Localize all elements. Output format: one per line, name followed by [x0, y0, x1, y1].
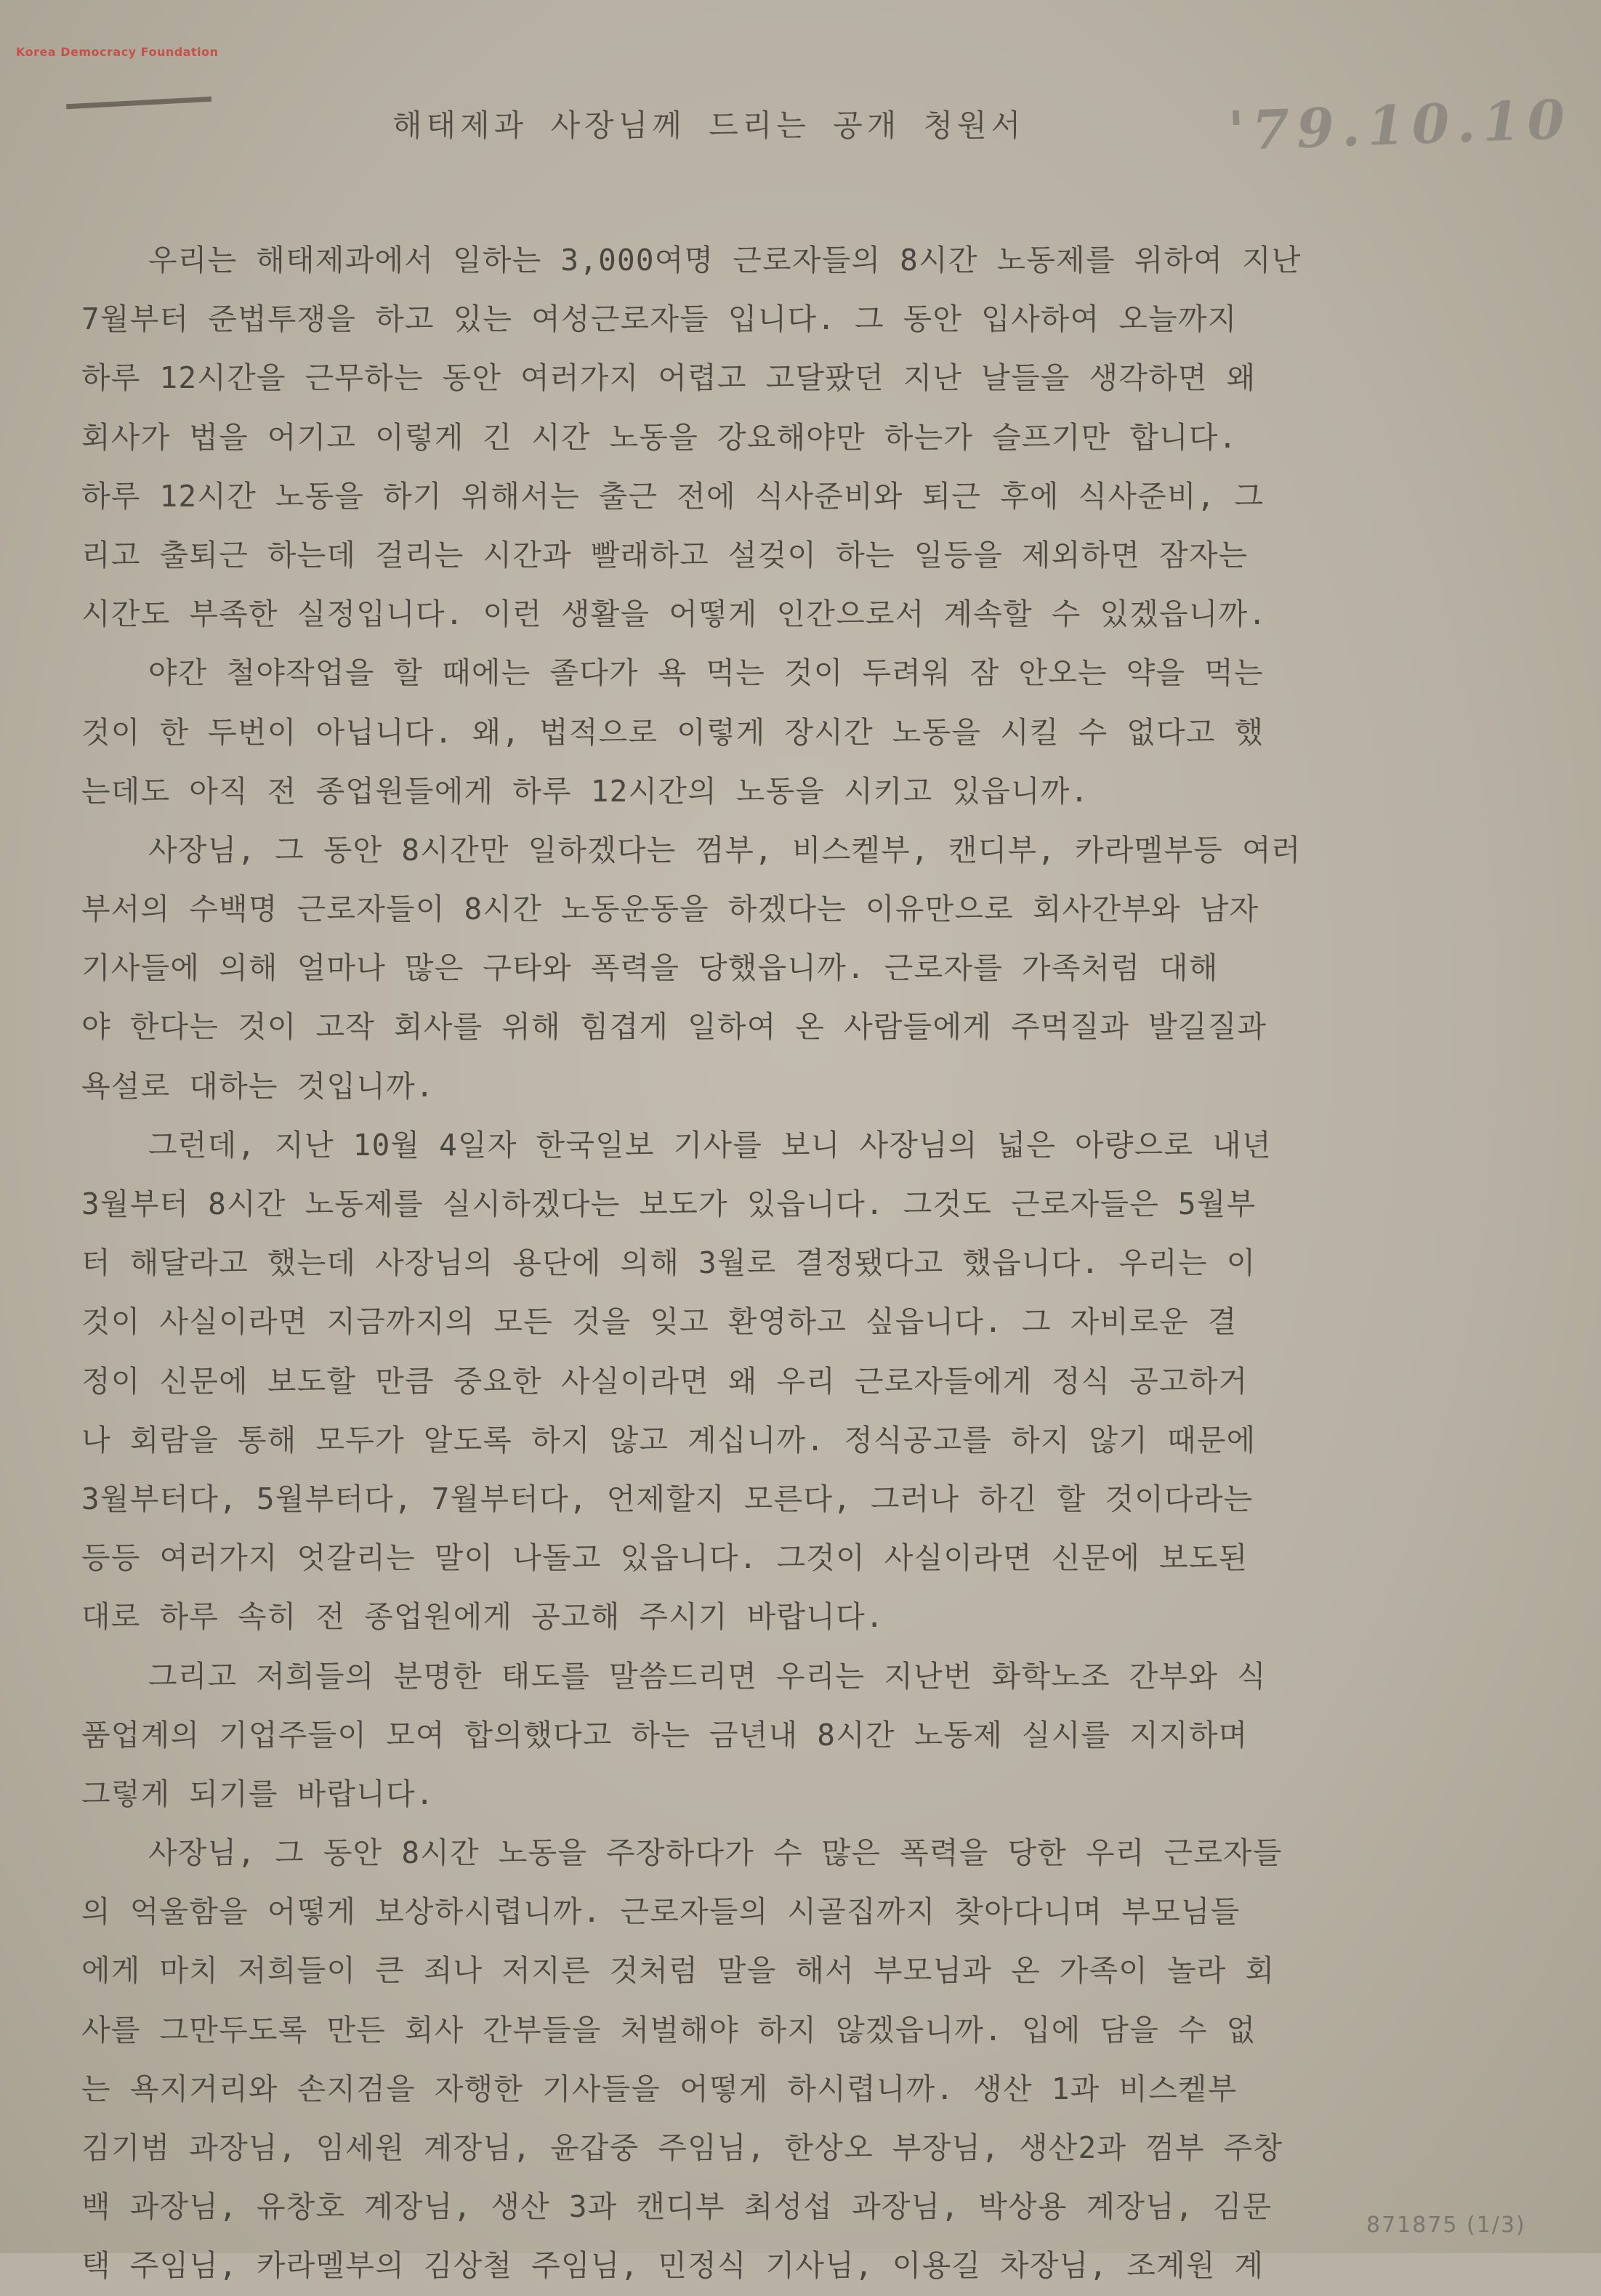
text-line: 나 회람을 통해 모두가 알도록 하지 않고 계십니까. 정식공고를 하지 않기 때문에	[81, 1422, 1257, 1458]
text-line: 터 해달라고 했는데 사장님의 용단에 의해 3월로 결정됐다고 했읍니다. 우리는 이	[81, 1245, 1257, 1281]
text-line: 는 욕지거리와 손지검을 자행한 기사들을 어떻게 하시렵니까. 생산 1과 비스켙부	[81, 2071, 1238, 2106]
text-line: 3월부터다, 5월부터다, 7월부터다, 언제할지 모른다, 그러나 하긴 할 것이다라는	[81, 1481, 1254, 1516]
text-line: 욕설로 대하는 것입니까.	[81, 1068, 435, 1104]
text-line: 사장님, 그 동안 8시간만 일하겠다는 껌부, 비스켙부, 캔디부, 카라멜부등 여러	[148, 832, 1302, 868]
text-line: 야간 철야작업을 할 때에는 졸다가 욕 먹는 것이 두려워 잠 안오는 약을 먹는	[148, 655, 1264, 691]
text-line: 사를 그만두도록 만든 회사 간부들을 처벌해야 하지 않겠읍니까. 입에 담을 수 없	[81, 2012, 1257, 2048]
archive-number: 871875 (1/3)	[1366, 2212, 1526, 2238]
text-line: 우리는 해태제과에서 일하는 3,000여명 근로자들의 8시간 노동제를 위하여 지난	[148, 243, 1302, 278]
text-line: 부서의 수백명 근로자들이 8시간 노동운동을 하겠다는 이유만으로 회사간부와 남자	[81, 892, 1259, 927]
text-line: 품업계의 기업주들이 모여 합의했다고 하는 금년내 8시간 노동제 실시를 지지하며	[81, 1717, 1249, 1753]
text-line: 대로 하루 속히 전 종업원에게 공고해 주시기 바랍니다.	[81, 1599, 884, 1635]
text-line: 등등 여러가지 엇갈리는 말이 나돌고 있읍니다. 그것이 사실이라면 신문에 보도된	[81, 1540, 1249, 1576]
text-line: 는데도 아직 전 종업원들에게 하루 12시간의 노동을 시키고 있읍니까.	[81, 773, 1089, 809]
text-line: 택 주임님, 카라멜부의 김상철 주임님, 민정식 기사님, 이용길 차장님, 조계원 계	[81, 2248, 1265, 2284]
text-line: 그리고 저희들의 분명한 태도를 말씀드리면 우리는 지난번 화학노조 간부와 식	[148, 1658, 1267, 1694]
text-line: 의 억울함을 어떻게 보상하시렵니까. 근로자들의 시골집까지 찾아다니며 부모님들	[81, 1894, 1241, 1930]
archive-watermark: Korea Democracy Foundation	[16, 45, 219, 59]
text-line: 정이 신문에 보도할 만큼 중요한 사실이라면 왜 우리 근로자들에게 정식 공고하거	[81, 1363, 1249, 1399]
text-line: 것이 한 두번이 아닙니다. 왜, 법적으로 이렇게 장시간 노동을 시킬 수 없다고 했	[81, 714, 1265, 750]
handwritten-date: '79.10.10	[1227, 88, 1573, 163]
text-line: 기사들에 의해 얼마나 많은 구타와 폭력을 당했읍니까. 근로자를 가족처럼 대해	[81, 950, 1219, 986]
document-title: 해태제과 사장님께 드리는 공개 청원서	[392, 108, 1025, 143]
text-line: 사장님, 그 동안 8시간 노동을 주장하다가 수 많은 폭력을 당한 우리 근로자들	[148, 1835, 1283, 1871]
text-line: 에게 마치 저희들이 큰 죄나 저지른 것처럼 말을 해서 부모님과 온 가족이 놀라 회	[81, 1953, 1275, 1989]
text-line: 하루 12시간을 근무하는 동안 여러가지 어렵고 고달팠던 지난 날들을 생각하면 왜	[81, 360, 1257, 396]
text-line: 그렇게 되기를 바랍니다.	[81, 1776, 435, 1811]
document-body	[81, 231, 1571, 2296]
text-line: 김기범 과장님, 임세원 계장님, 윤갑중 주임님, 한상오 부장님, 생산2과 껌부 주창	[81, 2130, 1283, 2165]
text-line: 백 과장님, 유창호 계장님, 생산 3과 캔디부 최성섭 과장님, 박상용 계장님, 김문	[81, 2189, 1273, 2225]
text-line: 하루 12시간 노동을 하기 위해서는 출근 전에 식사준비와 퇴근 후에 식사준비, 그	[81, 478, 1265, 514]
text-line: 3월부터 8시간 노동제를 실시하겠다는 보도가 있읍니다. 그것도 근로자들은 5월부	[81, 1187, 1257, 1221]
text-line: 시간도 부족한 실정입니다. 이런 생활을 어떻게 인간으로서 계속할 수 있겠읍니까.	[81, 597, 1267, 632]
text-line: 회사가 법을 어기고 이렇게 긴 시간 노동을 강요해야만 하는가 슬프기만 합니다.	[81, 419, 1238, 455]
text-line: 야 한다는 것이 고작 회사를 위해 힘겹게 일하여 온 사람들에게 주먹질과 발길질과	[81, 1009, 1267, 1045]
text-line: 리고 출퇴근 하는데 걸리는 시간과 빨래하고 설겆이 하는 일등을 제외하면 잠자는	[81, 537, 1249, 573]
ink-stain	[66, 97, 213, 134]
text-line: 것이 사실이라면 지금까지의 모든 것을 잊고 환영하고 싶읍니다. 그 자비로운 결	[81, 1304, 1238, 1340]
text-line: 7월부터 준법투쟁을 하고 있는 여성근로자들 입니다. 그 동안 입사하여 오늘까지	[81, 302, 1238, 337]
text-line: 그런데, 지난 10월 4일자 한국일보 기사를 보니 사장님의 넓은 아량으로 내년	[148, 1127, 1272, 1163]
